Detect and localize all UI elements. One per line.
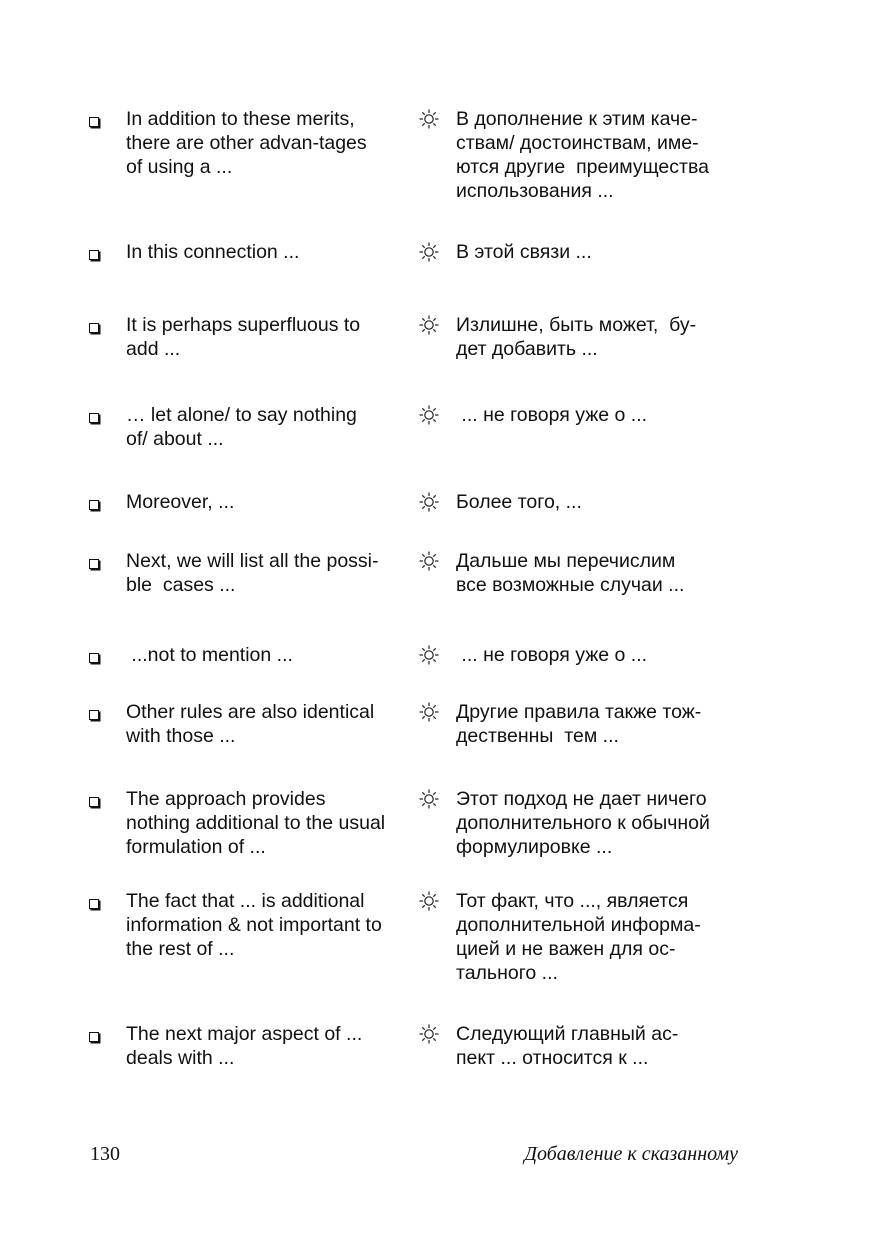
russian-translation: Этот подход не дает ничего дополнительного к обычной формулировке ... [456,788,710,858]
russian-translation: Более того, ... [456,491,582,513]
checkbox-bullet-icon [89,250,99,260]
checkbox-bullet-icon [89,413,99,423]
sun-icon [418,644,440,666]
sun-icon [418,701,440,723]
checkbox-bullet-icon [89,117,99,127]
english-phrase: It is perhaps superfluous to add ... [126,314,361,360]
russian-translation: Другие правила также тож- дественны тем ... [456,701,702,747]
checkbox-bullet-icon [89,559,99,569]
sun-icon [418,890,440,912]
english-phrase: Moreover, ... [126,491,235,513]
sun-icon [418,241,440,263]
checkbox-bullet-icon [89,653,99,663]
checkbox-bullet-icon [89,797,99,807]
english-phrase: Other rules are also identical with those ... [126,701,375,747]
russian-translation: Тот факт, что ..., является дополнительной информа- цией и не важен для ос- тального ... [456,890,701,984]
russian-translation: ... не говоря уже о ... [456,644,648,666]
sun-icon [418,491,440,513]
checkbox-bullet-icon [89,1032,99,1042]
english-phrase: In addition to these merits, there are other advan-tages of using a ... [126,108,367,178]
sun-icon [418,108,440,130]
checkbox-bullet-icon [89,899,99,909]
russian-translation: Дальше мы перечислим все возможные случаи ... [456,550,685,596]
russian-translation: Следующий главный ас- пект ... относится к ... [456,1023,679,1069]
checkbox-bullet-icon [89,323,99,333]
sun-icon [418,314,440,336]
english-phrase: In this connection ... [126,241,300,263]
english-phrase: … let alone/ to say nothing of/ about ... [126,404,357,450]
russian-translation: В дополнение к этим каче- ствам/ достоинствам, име- ются другие преимущества использования ... [456,108,709,202]
english-phrase: Next, we will list all the possi- ble cases ... [126,550,379,596]
page-number: 130 [90,1143,120,1165]
english-phrase: ...not to mention ... [126,644,293,666]
sun-icon [418,404,440,426]
english-phrase: The approach provides nothing additional to the usual formulation of ... [126,788,386,858]
russian-translation: В этой связи ... [456,241,592,263]
sun-icon [418,788,440,810]
checkbox-bullet-icon [89,710,99,720]
sun-icon [418,1023,440,1045]
english-phrase: The next major aspect of ... deals with ... [126,1023,363,1069]
russian-translation: Излишне, быть может, бу- дет добавить ... [456,314,697,360]
sun-icon [418,550,440,572]
english-phrase: The fact that ... is additional information & not important to the rest of ... [126,890,382,960]
russian-translation: ... не говоря уже о ... [456,404,648,426]
running-footer-title: Добавление к сказанному [524,1143,738,1165]
checkbox-bullet-icon [89,500,99,510]
